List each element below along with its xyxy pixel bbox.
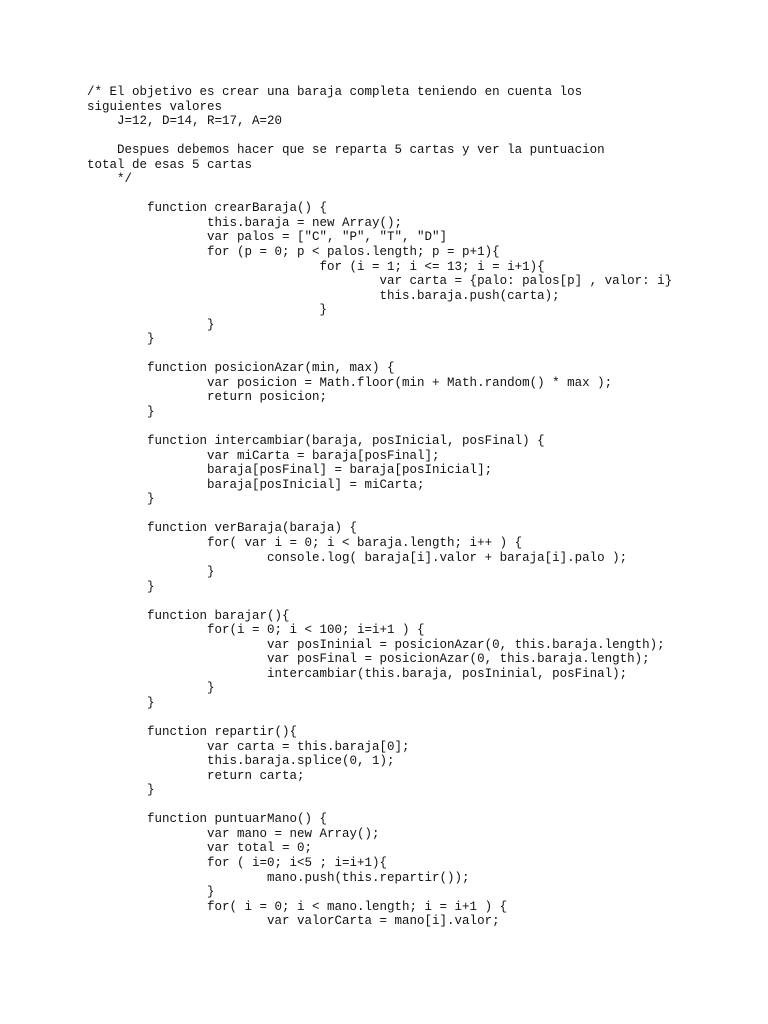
code-line: for ( i=0; i<5 ; i=i+1){ bbox=[87, 855, 388, 870]
code-line: } bbox=[87, 332, 155, 347]
code-listing bbox=[87, 85, 672, 929]
code-line: this.baraja.splice(0, 1); bbox=[87, 754, 395, 769]
code-line: } bbox=[87, 885, 215, 900]
code-line: for (i = 1; i <= 13; i = i+1){ bbox=[87, 259, 545, 274]
code-line: var miCarta = baraja[posFinal]; bbox=[87, 448, 440, 463]
code-line: function intercambiar(baraja, posInicial, posFinal) { bbox=[87, 434, 545, 449]
code-line: } bbox=[87, 492, 155, 507]
code-line: baraja[posInicial] = miCarta; bbox=[87, 477, 425, 492]
code-line: var carta = this.baraja[0]; bbox=[87, 739, 410, 754]
code-line bbox=[87, 187, 672, 202]
code-line: } bbox=[87, 681, 215, 696]
code-line: J=12, D=14, R=17, A=20 bbox=[87, 114, 283, 129]
code-line: this.baraja.push(carta); bbox=[87, 288, 560, 303]
code-line: function crearBaraja() { bbox=[87, 201, 328, 216]
code-line bbox=[87, 129, 672, 144]
code-line: intercambiar(this.baraja, posIninial, posFinal); bbox=[87, 666, 628, 681]
code-line: Despues debemos hacer que se reparta 5 cartas y ver la puntuacion bbox=[87, 143, 605, 158]
code-line: for( i = 0; i < mano.length; i = i+1 ) { bbox=[87, 899, 508, 914]
code-line: } bbox=[87, 317, 215, 332]
code-line: baraja[posFinal] = baraja[posInicial]; bbox=[87, 463, 493, 478]
code-line: for (p = 0; p < palos.length; p = p+1){ bbox=[87, 245, 500, 260]
code-line bbox=[87, 711, 672, 726]
code-line bbox=[87, 594, 672, 609]
code-line bbox=[87, 420, 672, 435]
code-line: return posicion; bbox=[87, 390, 328, 405]
code-line: } bbox=[87, 303, 328, 318]
code-line: var posFinal = posicionAzar(0, this.baraja.length); bbox=[87, 652, 650, 667]
code-line: } bbox=[87, 565, 215, 580]
code-line: for( var i = 0; i < baraja.length; i++ ) { bbox=[87, 535, 523, 550]
code-line: } bbox=[87, 783, 155, 798]
code-line: this.baraja = new Array(); bbox=[87, 215, 403, 230]
code-line: var posicion = Math.floor(min + Math.random() * max ); bbox=[87, 375, 613, 390]
code-line: /* El objetivo es crear una baraja completa teniendo en cuenta los bbox=[87, 85, 583, 99]
code-line: for(i = 0; i < 100; i=i+1 ) { bbox=[87, 623, 425, 638]
code-line: total de esas 5 cartas bbox=[87, 157, 253, 172]
code-line: function puntuarMano() { bbox=[87, 812, 328, 827]
code-line: mano.push(this.repartir()); bbox=[87, 870, 470, 885]
code-line: function barajar(){ bbox=[87, 608, 290, 623]
code-line: siguientes valores bbox=[87, 99, 223, 114]
code-line bbox=[87, 507, 672, 522]
code-line: var carta = {palo: palos[p] , valor: i} bbox=[87, 274, 673, 289]
code-line: } bbox=[87, 405, 155, 420]
code-line: */ bbox=[87, 172, 133, 187]
code-line: var mano = new Array(); bbox=[87, 826, 380, 841]
code-line bbox=[87, 347, 672, 362]
code-line: var posIninial = posicionAzar(0, this.baraja.length); bbox=[87, 637, 665, 652]
code-line: function repartir(){ bbox=[87, 725, 298, 740]
code-line bbox=[87, 798, 672, 813]
code-line: } bbox=[87, 579, 155, 594]
code-line: return carta; bbox=[87, 768, 305, 783]
code-line: } bbox=[87, 695, 155, 710]
code-line: function verBaraja(baraja) { bbox=[87, 521, 358, 536]
code-line: console.log( baraja[i].valor + baraja[i].palo ); bbox=[87, 550, 628, 565]
code-line: function posicionAzar(min, max) { bbox=[87, 361, 395, 376]
code-line: var valorCarta = mano[i].valor; bbox=[87, 914, 500, 929]
code-line: var palos = ["C", "P", "T", "D"] bbox=[87, 230, 448, 245]
code-line: var total = 0; bbox=[87, 841, 313, 856]
